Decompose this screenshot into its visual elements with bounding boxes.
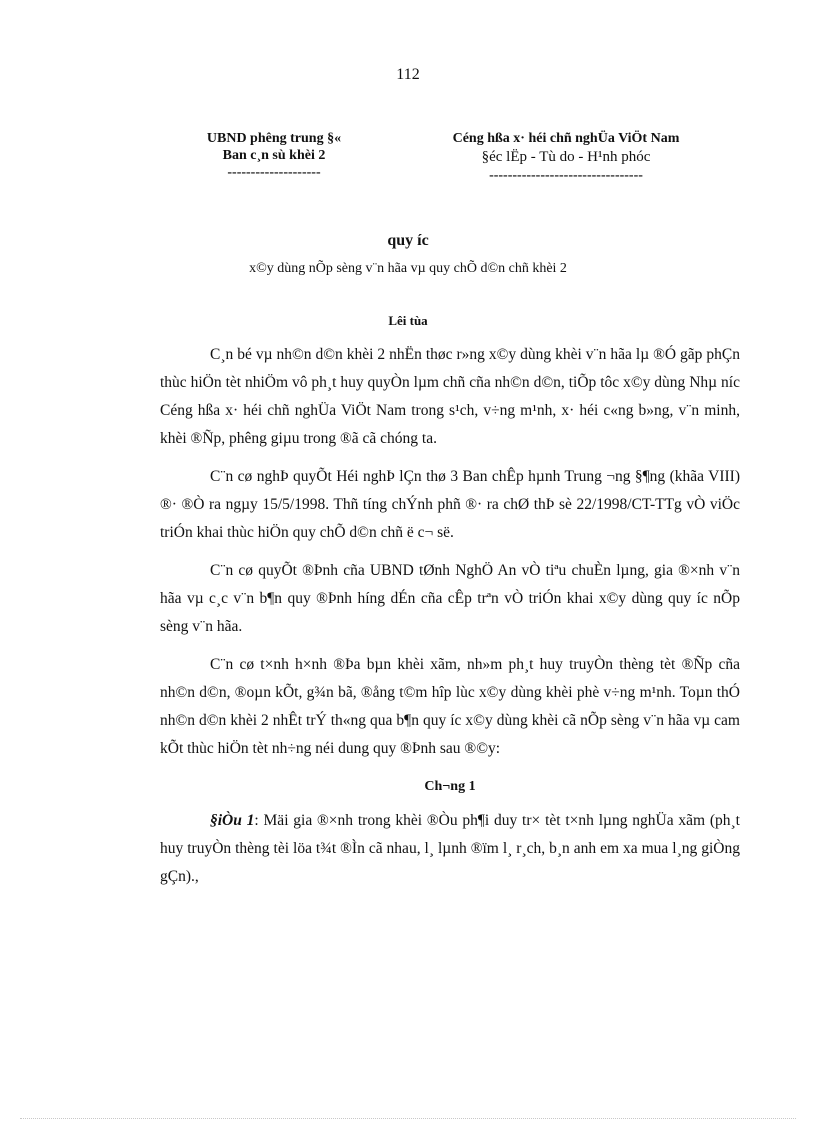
national-header [398, 130, 734, 184]
issuer-department: Ban c¸n sù khèi 2 [222, 148, 326, 163]
country-name: Céng hßa x· héi chñ nghÜa ViÖt Nam [452, 131, 680, 146]
issuer-divider: -------------------- [227, 165, 321, 180]
issuer-header [162, 130, 386, 181]
document-subtitle: x©y dùng nÕp sèng v¨n hãa vµ quy chÕ d©n chñ khèi 2 [249, 261, 567, 276]
issuer-name: UBND phêng trung §« [206, 131, 342, 146]
preface-heading: Lêi tùa [388, 313, 428, 328]
chapter-heading: Ch¬ng 1 [424, 779, 476, 794]
article-text: : Mäi gia ®×nh trong khèi ®Òu ph¶i duy tr× tèt t×nh lµng nghÜa xãm (ph¸t huy truyÒn thèng tèi löa t¾t ®Ìn cã nhau, l¸ lµnh ®ïm l¸ r¸ch, b¸n anh em xa mua l¸ng giÒng gÇn)., [160, 812, 740, 885]
page-number: 112 [396, 66, 420, 83]
body-paragraph: C¨n cø quyÕt ®Þnh cña UBND tØnh NghÖ An vÒ tiªu chuÈn lµng, gia ®×nh v¨n hãa vµ c¸c v¨n b¶n quy ®Þnh híng dÉn cña cÊp trªn vÒ triÓn khai x©y dùng quy íc nÕp sèng v¨n hãa. [160, 562, 740, 635]
body-paragraph: C¨n cø nghÞ quyÕt Héi nghÞ lÇn thø 3 Ban chÊp hµnh Trung ¬ng §¶ng (khãa VIII) ®· ®Ò ra ngµy 15/5/1998. Thñ tíng chÝnh phñ ®· ra chØ thÞ sè 22/1998/CT-TTg vÒ viÖc triÓn khai thùc hiÖn quy chÕ d©n chñ ë c¬ së. [160, 468, 740, 541]
body-paragraph: C¨n cø t×nh h×nh ®Þa bµn khèi xãm, nh»m ph¸t huy truyÒn thèng tèt ®Ñp cña nh©n d©n, ®oµn kÕt, g¾n bã, ®ång t©m hîp lùc x©y dùng khèi phè v÷ng m¹nh. Toµn thÓ nh©n d©n khèi 2 nhÊt trÝ th«ng qua b¶n quy íc x©y dùng khèi cã nÕp sèng v¨n hãa vµ cam kÕt thùc hiÖn tèt nh÷ng néi dung quy ®Þnh sau ®©y: [160, 656, 740, 757]
page-bottom-divider [20, 1118, 796, 1119]
article-paragraph [160, 807, 740, 891]
national-divider: --------------------------------- [489, 168, 643, 183]
body-paragraph: C¸n bé vµ nh©n d©n khèi 2 nhËn thøc r»ng x©y dùng khèi v¨n hãa lµ ®Ó gãp phÇn thùc hiÖn tèt nhiÖm vô ph¸t huy quyÒn lµm chñ cña nh©n d©n, tiÕp tôc x©y dùng Nhµ níc Céng hßa x· héi chñ nghÜa ViÖt Nam trong s¹ch, v÷ng m¹nh, x· héi c«ng b»ng, v¨n minh, khèi ®Ñp, phêng giµu trong ®ã cã chóng ta. [160, 346, 740, 447]
document-body [160, 341, 740, 901]
article-label: §iÒu 1 [210, 812, 255, 829]
document-title: quy íc [387, 232, 429, 249]
national-motto: §éc lËp - Tù do - H¹nh phóc [481, 149, 651, 165]
